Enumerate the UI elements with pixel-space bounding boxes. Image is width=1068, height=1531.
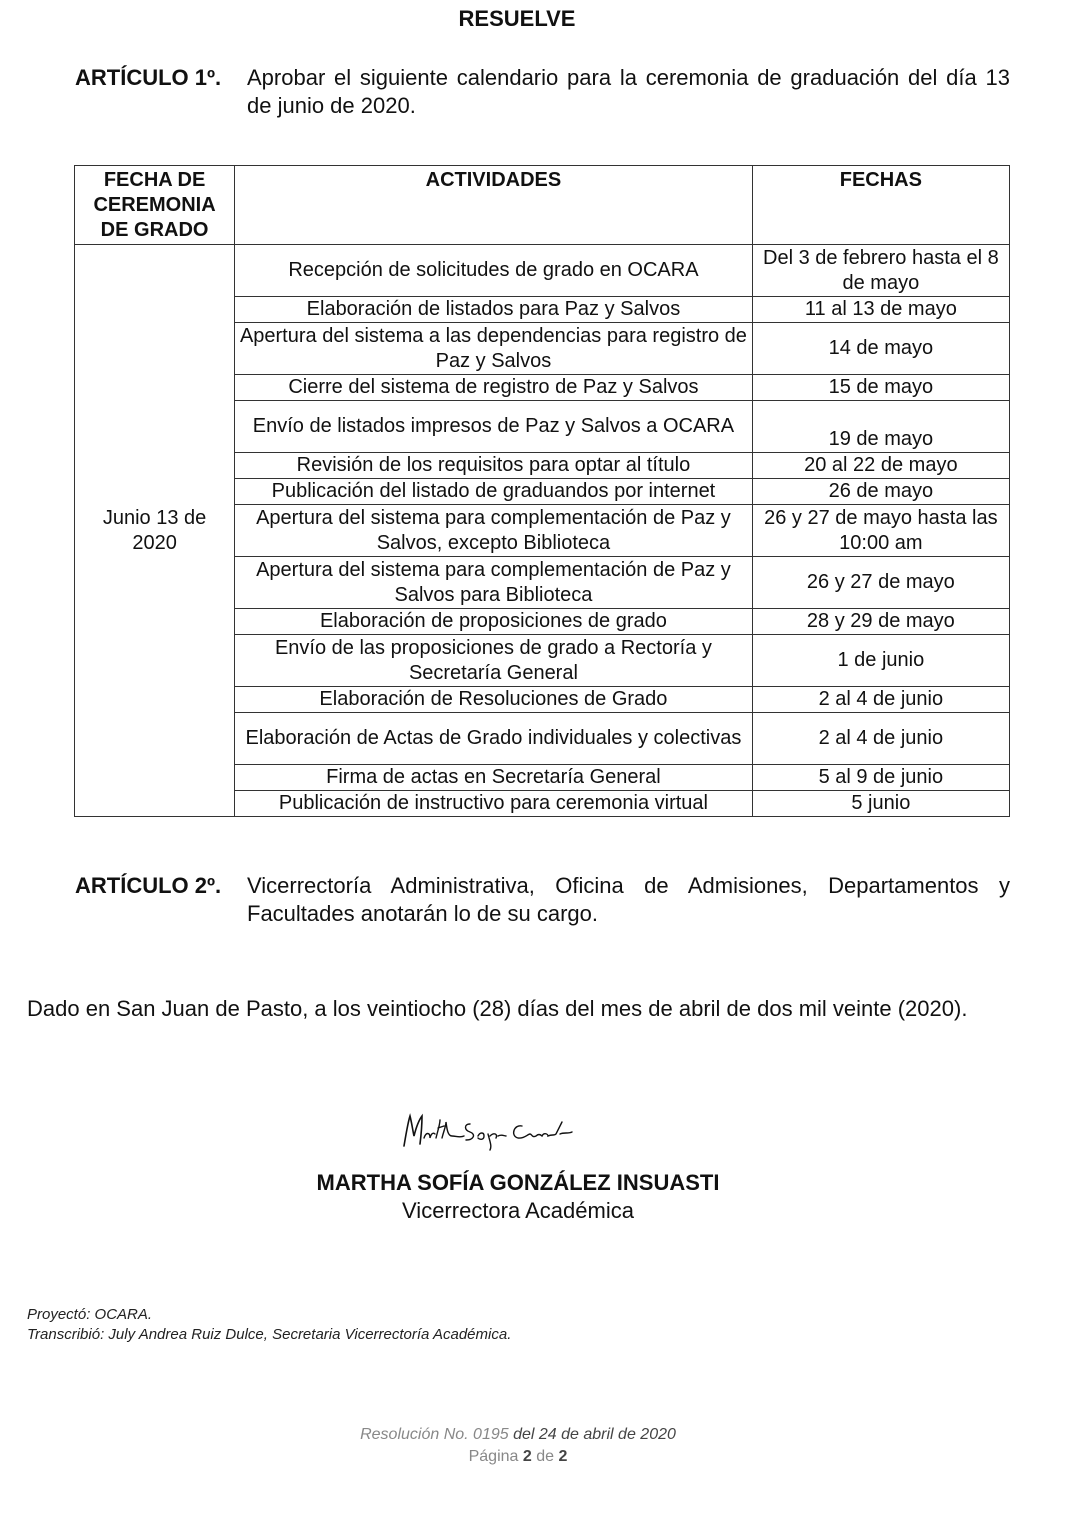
activity-cell: Publicación del listado de graduandos por internet (235, 479, 753, 505)
date-cell: 20 al 22 de mayo (752, 453, 1009, 479)
date-cell: 2 al 4 de junio (752, 687, 1009, 713)
date-cell: 5 junio (752, 791, 1009, 817)
activity-cell: Apertura del sistema para complementación de Paz y Salvos, excepto Biblioteca (235, 505, 753, 557)
date-cell: 26 de mayo (752, 479, 1009, 505)
table-header-row (75, 166, 1010, 245)
article-1 (75, 64, 1010, 120)
graduation-calendar-table (74, 165, 1010, 817)
date-cell: 1 de junio (752, 635, 1009, 687)
date-cell: 19 de mayo (752, 401, 1009, 453)
article-1-label: ARTÍCULO 1º. (75, 65, 222, 90)
ceremony-date-cell: Junio 13 de 2020 (75, 245, 235, 817)
activity-cell: Elaboración de Actas de Grado individuales y colectivas (235, 713, 753, 765)
signatory-role: Vicerrectora Académica (402, 1198, 634, 1223)
activity-cell: Recepción de solicitudes de grado en OCARA (235, 245, 753, 297)
handwritten-signature (398, 1112, 578, 1152)
activity-cell: Apertura del sistema para complementación de Paz y Salvos para Biblioteca (235, 557, 753, 609)
article-2-text: Vicerrectoría Administrativa, Oficina de Admisiones, Departamentos y Facultades anotarán lo de su cargo. (247, 873, 1010, 926)
date-cell: 2 al 4 de junio (752, 713, 1009, 765)
credit-transcribio: Transcribió: July Andrea Ruiz Dulce, Secretaria Vicerrectoría Académica. (27, 1326, 512, 1343)
activity-cell: Publicación de instructivo para ceremonia virtual (235, 791, 753, 817)
footer-page-current: 2 (522, 1448, 532, 1465)
activity-cell: Firma de actas en Secretaría General (235, 765, 753, 791)
date-cell: 11 al 13 de mayo (752, 297, 1009, 323)
date-cell: 26 y 27 de mayo hasta las 10:00 am (752, 505, 1009, 557)
footer-page-total: 2 (558, 1448, 568, 1465)
article-2-label: ARTÍCULO 2º. (75, 873, 222, 898)
footer-page-sep: de (536, 1448, 555, 1465)
footer-resolution-number: Resolución No. 0195 (360, 1426, 509, 1443)
heading: RESUELVE (458, 6, 576, 31)
article-1-text: Aprobar el siguiente calendario para la ceremonia de graduación del día 13 de junio de 2020. (247, 65, 1010, 118)
dado-en-paragraph: Dado en San Juan de Pasto, a los veintiocho (28) días del mes de abril de dos mil veinte (2020). (27, 996, 968, 1021)
date-cell: 14 de mayo (752, 323, 1009, 375)
date-cell: 5 al 9 de junio (752, 765, 1009, 791)
signatory-name: MARTHA SOFÍA GONZÁLEZ INSUASTI (316, 1170, 720, 1195)
footer-resolution (0, 1426, 1036, 1444)
activity-cell: Elaboración de proposiciones de grado (235, 609, 753, 635)
article-2 (75, 872, 1010, 928)
activity-cell: Envío de listados impresos de Paz y Salvos a OCARA (235, 401, 753, 453)
date-cell: 26 y 27 de mayo (752, 557, 1009, 609)
footer-page-number (0, 1448, 1036, 1466)
credit-proyecto: Proyectó: OCARA. (27, 1306, 153, 1323)
activity-cell: Apertura del sistema a las dependencias para registro de Paz y Salvos (235, 323, 753, 375)
footer-resolution-date: del 24 de abril de 2020 (508, 1426, 676, 1443)
activity-cell: Revisión de los requisitos para optar al título (235, 453, 753, 479)
activity-cell: Cierre del sistema de registro de Paz y Salvos (235, 375, 753, 401)
activity-cell: Envío de las proposiciones de grado a Rectoría y Secretaría General (235, 635, 753, 687)
date-cell: 28 y 29 de mayo (752, 609, 1009, 635)
footer-page-label: Página (468, 1448, 519, 1465)
date-cell: 15 de mayo (752, 375, 1009, 401)
date-cell: Del 3 de febrero hasta el 8 de mayo (752, 245, 1009, 297)
table-row (75, 245, 1010, 297)
activity-cell: Elaboración de listados para Paz y Salvos (235, 297, 753, 323)
header-dates: FECHAS (752, 166, 1009, 245)
activity-cell: Elaboración de Resoluciones de Grado (235, 687, 753, 713)
header-activities: ACTIVIDADES (235, 166, 753, 245)
header-ceremony-date: FECHA DE CEREMONIA DE GRADO (75, 166, 235, 245)
